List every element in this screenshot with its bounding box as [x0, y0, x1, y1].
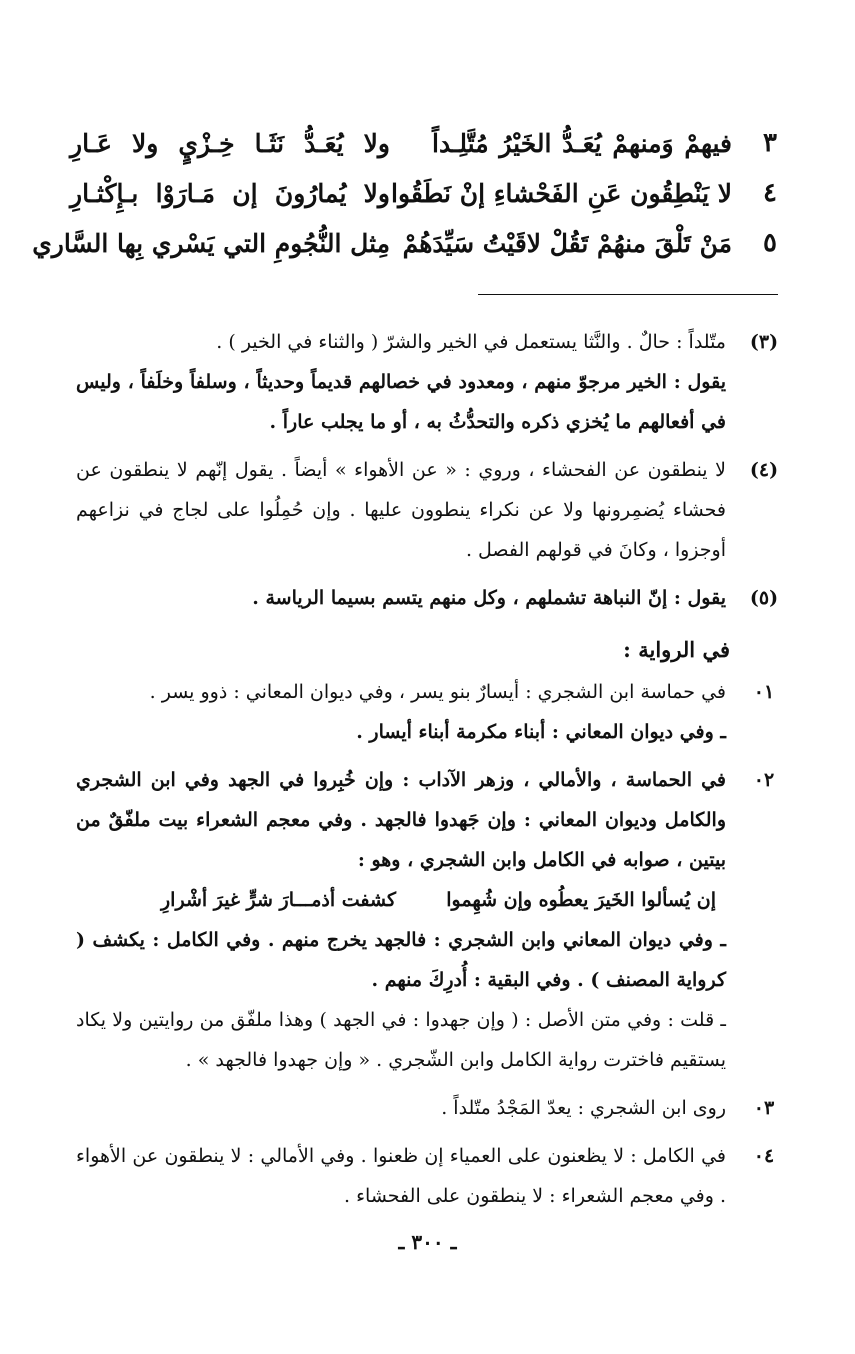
riwaya-heading: في الرواية :	[623, 637, 730, 662]
quoted-verse-first: إن يُسألوا الخَيرَ يعطُوه وإن شُهِموا	[446, 889, 716, 911]
verse-first-hemistich: مَنْ تَلْقَ منهُمْ تَقُلْ لاقَيْتُ سَيِّدَهُمْ	[402, 229, 732, 258]
verse-second-hemistich: ولا يُمارُونَ إن مَـارَوْا بـإِكْثـارِ	[70, 179, 390, 208]
riwaya-text	[76, 672, 726, 752]
footnote	[76, 322, 788, 442]
footnote-text	[76, 578, 726, 618]
verse-line	[70, 172, 790, 222]
riwaya-note	[76, 672, 788, 752]
verse-line	[70, 122, 790, 172]
verse-first-hemistich: فيهمْ وَمنهمْ يُعَـدُّ الخَيْرُ مُتَّلِـداً	[432, 129, 732, 158]
verse-number: ٥	[763, 228, 777, 258]
footnote-line: يقول : إنّ النباهة تشملهم ، وكل منهم يتسم بسيما الرياسة .	[252, 587, 726, 609]
verse-number: ٣	[763, 128, 777, 158]
verse-second-hemistich: مِثل النُّجُومِ التي يَسْري بِها السَّاري	[32, 229, 390, 258]
footnote-text	[76, 450, 726, 570]
riwaya-text	[76, 760, 726, 1080]
quoted-verse-second: كشفت أذمـــارَ شرٍّ غيرَ أشْرارِ	[161, 889, 396, 911]
footnote-separator	[478, 294, 778, 295]
riwaya-line: في الحماسة ، والأمالي ، وزهر الآداب : وإن خُبِروا في الجهد وفي ابن الشجري والكامل وديوان المعاني : وإن جَهدوا فالجهد . وفي معجم الشعراء بيت ملفّقٌ من بيتين ، صوابه في الكامل وابن الشجري ، وهو :	[76, 769, 726, 871]
footnote-marker: (٤)	[749, 459, 779, 481]
footnote-text	[76, 322, 726, 442]
riwaya-text	[76, 1136, 726, 1216]
footnotes	[76, 322, 788, 1224]
riwaya-note	[76, 1088, 788, 1128]
footnote-line: يقول : الخير مرجوّ منهم ، ومعدود في خصالهم قديماً وحديثاً ، وسلفاً وخلَفاً ، وليس في أفعالهم ما يُخزي ذكره والتحدُّثُ به ، أو ما يجلب عاراً .	[76, 371, 726, 433]
riwaya-line: ـ قلت : وفي متن الأصل : ( وإن جهدوا : في الجهد ) وهذا ملفّق من روايتين ولا يكاد يستقيم فاخترت رواية الكامل وابن الشّجري . « وإن جهدوا فالجهد » .	[76, 1009, 726, 1071]
verse-first-hemistich: لا يَنْطِقُون عَنِ الفَحْشاءِ إنْ نَطَقُوا	[391, 179, 732, 208]
quoted-verse	[76, 880, 726, 920]
riwaya-line: ـ وفي ديوان المعاني وابن الشجري : فالجهد يخرج منهم . وفي الكامل : يكشف ( كرواية المصنف ) . وفي البقية : أُدرِكَ منهم .	[76, 929, 726, 991]
footnote-marker: (٥)	[749, 587, 779, 609]
riwaya-text	[76, 1088, 726, 1128]
riwaya-line: روى ابن الشجري : يعدّ المَجْدُ متّلداً .	[441, 1097, 726, 1119]
riwaya-line: في حماسة ابن الشجري : أيسارٌ بنو يسر ، وفي ديوان المعاني : ذوو يسر .	[149, 681, 726, 703]
footnote-line: متّلداً : حالٌ . والنَّثا يستعمل في الخير والشرّ ( والثناء في الخير ) .	[216, 331, 726, 353]
verse-line	[32, 222, 790, 272]
riwaya-line: ـ وفي ديوان المعاني : أبناء مكرمة أبناء أيسار .	[356, 721, 726, 743]
verse-number: ٤	[763, 178, 777, 208]
footnote-line: لا ينطقون عن الفحشاء ، وروي : « عن الأهواء » أيضاً . يقول إنّهم لا ينطقون عن فحشاء يُضمِرونها ولا عن نكراء ينطوون عليها . وإن حُمِلُوا على لجاج في نزاعهم أوجزوا ، وكانَ في قولهم الفصل .	[76, 459, 726, 561]
footnote	[76, 450, 788, 570]
riwaya-marker: ٠٢	[753, 769, 775, 791]
page-number: ـ ٣٠٠ ـ	[398, 1230, 457, 1254]
riwaya-marker: ٠٣	[753, 1097, 775, 1119]
riwaya-marker: ٠١	[753, 681, 775, 703]
riwaya-marker: ٠٤	[753, 1145, 775, 1167]
footnote	[76, 578, 788, 618]
verse-second-hemistich: ولا يُعَـدُّ نَثَـا خِـزْيٍ ولا عَـارِ	[70, 129, 390, 158]
riwaya-line: في الكامل : لا يظعنون على العمياء إن ظعنوا . وفي الأمالي : لا ينطقون عن الأهواء . وفي معجم الشعراء : لا ينطقون على الفحشاء .	[76, 1145, 726, 1207]
poem-verses	[32, 122, 790, 272]
riwaya-note	[76, 1136, 788, 1216]
footnote-marker: (٣)	[749, 331, 779, 353]
riwaya-note	[76, 760, 788, 1080]
